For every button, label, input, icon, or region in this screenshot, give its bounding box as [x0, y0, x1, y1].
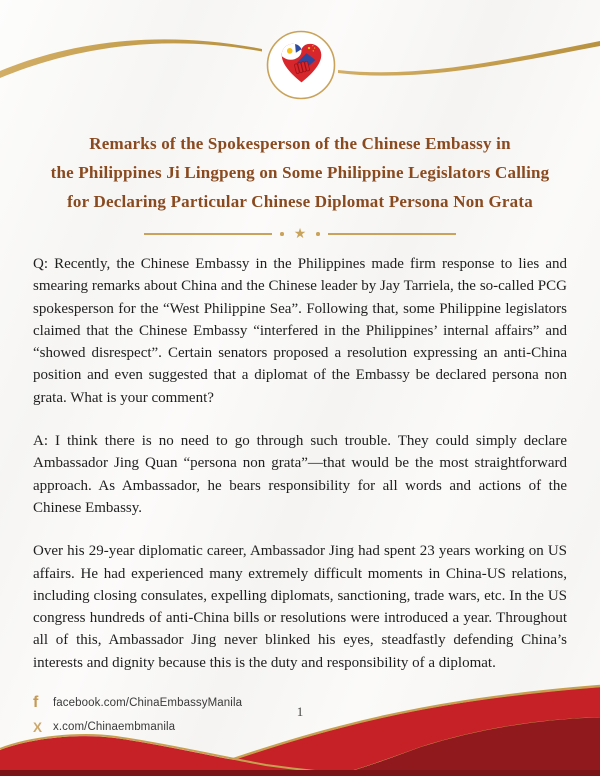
facebook-link-text: facebook.com/ChinaEmbassyManila [53, 697, 243, 709]
page-title [10, 129, 590, 216]
x-link[interactable] [33, 715, 242, 739]
facebook-icon: f [33, 694, 39, 711]
divider-rule-left [144, 233, 272, 235]
x-link-text: x.com/Chinaembmanila [53, 721, 176, 733]
divider-rule-right [328, 233, 456, 235]
gold-swoosh-right [338, 41, 600, 76]
title-line-3: for Declaring Particular Chinese Diplomat Persona Non Grata [67, 192, 533, 211]
footer-social-links [33, 691, 242, 739]
title-line-2: the Philippines Ji Lingpeng on Some Philippine Legislators Calling [50, 163, 550, 182]
gold-swoosh-left [0, 39, 262, 78]
embassy-logo [268, 32, 335, 99]
header-decoration [0, 0, 600, 120]
x-icon: X [33, 719, 43, 735]
document-body [33, 253, 567, 695]
wave-bottom-strip [0, 770, 600, 776]
title-line-1: Remarks of the Spokesperson of the Chinese Embassy in [89, 134, 511, 153]
star-divider [0, 227, 600, 241]
facebook-link[interactable] [33, 691, 242, 715]
paragraph-question: Q: Recently, the Chinese Embassy in the Philippines made firm response to lies and smearing remarks about China and the Chinese leader by Jay Tarriela, the so-called PCG spokesperson for the “West Philippine Sea”. Following that, some Philippine legislators claimed that the Chinese Embassy “interfered in the Philippines’ internal affairs” and “showed disrespect”. Certain senators proposed a resolution expressing an anti-China position and even suggested that a diplomat of the Embassy be declared persona non grata. What is your comment? [33, 256, 567, 406]
divider-dot-right [316, 232, 320, 236]
paragraph-career: Over his 29-year diplomatic career, Ambassador Jing had spent 23 years working on US affairs. He had experienced many extremely difficult moments in China-US relations, including closing consulates, expelling diplomats, sanctioning, trade wars, etc. In the US congress hundreds of anti-China bills or resolutions were introduced a year. Throughout all of this, Ambassador Jing never blinked his eyes, steadfastly defending China’s interests and dignity because this is the duty and responsibility of a diplomat. [33, 543, 567, 671]
star-icon: ★ [293, 226, 307, 242]
divider-dot-left [280, 232, 284, 236]
page-number: 1 [296, 704, 304, 719]
paragraph-answer: A: I think there is no need to go through such trouble. They could simply declare Ambassador Jing Quan “persona non grata”—that would be the most straightforward approach. As Ambassador, he bears responsibility for all words and actions of the Chinese Embassy. [33, 433, 567, 516]
